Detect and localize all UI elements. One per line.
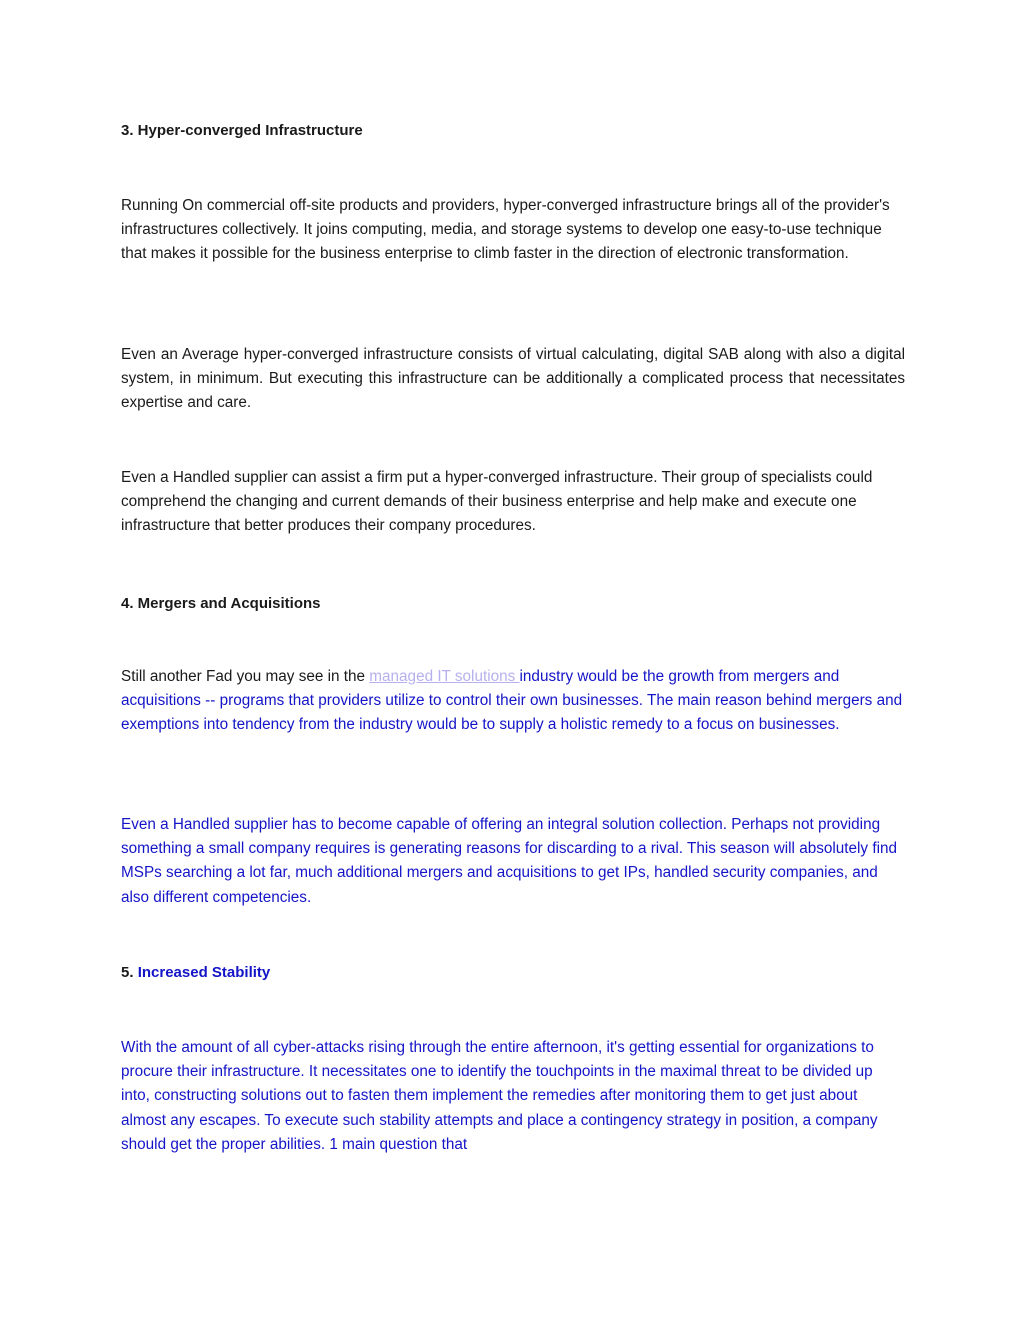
paragraph-mergers-trend: [121, 665, 905, 738]
paragraph-hci-average: Even an Average hyper-converged infrastructure consists of virtual calculating, digital SAB along with also a digital system, in minimum. But executing this infrastructure can be additionally a complicated process that necessitates expertise and care.: [121, 346, 905, 412]
paragraph-mergers-lead-text: Still another Fad you may see in the: [121, 668, 370, 685]
paragraph-hci-intro: Running On commercial off-site products and providers, hyper-converged infrastructure brings all of the provider's infrastructures collectively. It joins computing, media, and storage systems to develop one easy-to-use technique that makes it possible for the business enterprise to climb faster in the direction of electronic transformation.: [121, 197, 890, 263]
paragraph-hci-supplier: Even a Handled supplier can assist a firm put a hyper-converged infrastructure. Their group of specialists could comprehend the changing and current demands of their business enterprise and help make and execute one infrastructure that better produces their company procedures.: [121, 469, 873, 535]
section-heading-mergers: 4. Mergers and Acquisitions: [121, 595, 321, 612]
section-heading-hyper-converged: 3. Hyper-converged Infrastructure: [121, 122, 363, 139]
paragraph-mergers-integral: Even a Handled supplier has to become capable of offering an integral solution collection. Perhaps not providing something a small company requires is generating reasons for discarding to a rival. This season will absolutely find MSPs searching a lot far, much additional mergers and acquisitions to get IPs, handled security companies, and also different competencies.: [121, 816, 897, 906]
section-heading-stability-title: Increased Stability: [137, 964, 271, 981]
section-heading-stability: [121, 961, 905, 985]
section-number: 5.: [121, 964, 138, 981]
paragraph-mergers-rest-text: industry would be the growth from mergers and acquisitions -- programs that providers utilize to control their own businesses. The main reason behind mergers and exemptions into tendency from the industry would be to supply a holistic remedy to a focus on businesses.: [121, 668, 903, 734]
managed-it-solutions-link[interactable]: managed IT solutions: [369, 668, 520, 685]
paragraph-stability-cyber: With the amount of all cyber-attacks rising through the entire afternoon, it's getting essential for organizations to procure their infrastructure. It necessitates one to identify the touchpoints in the maximal threat to be divided up into, constructing solutions out to fasten them implement the remedies after monitoring them to get just about almost any escapes. To execute such stability attempts and place a contingency strategy in position, a company should get the proper abilities. 1 main question that: [121, 1039, 878, 1153]
